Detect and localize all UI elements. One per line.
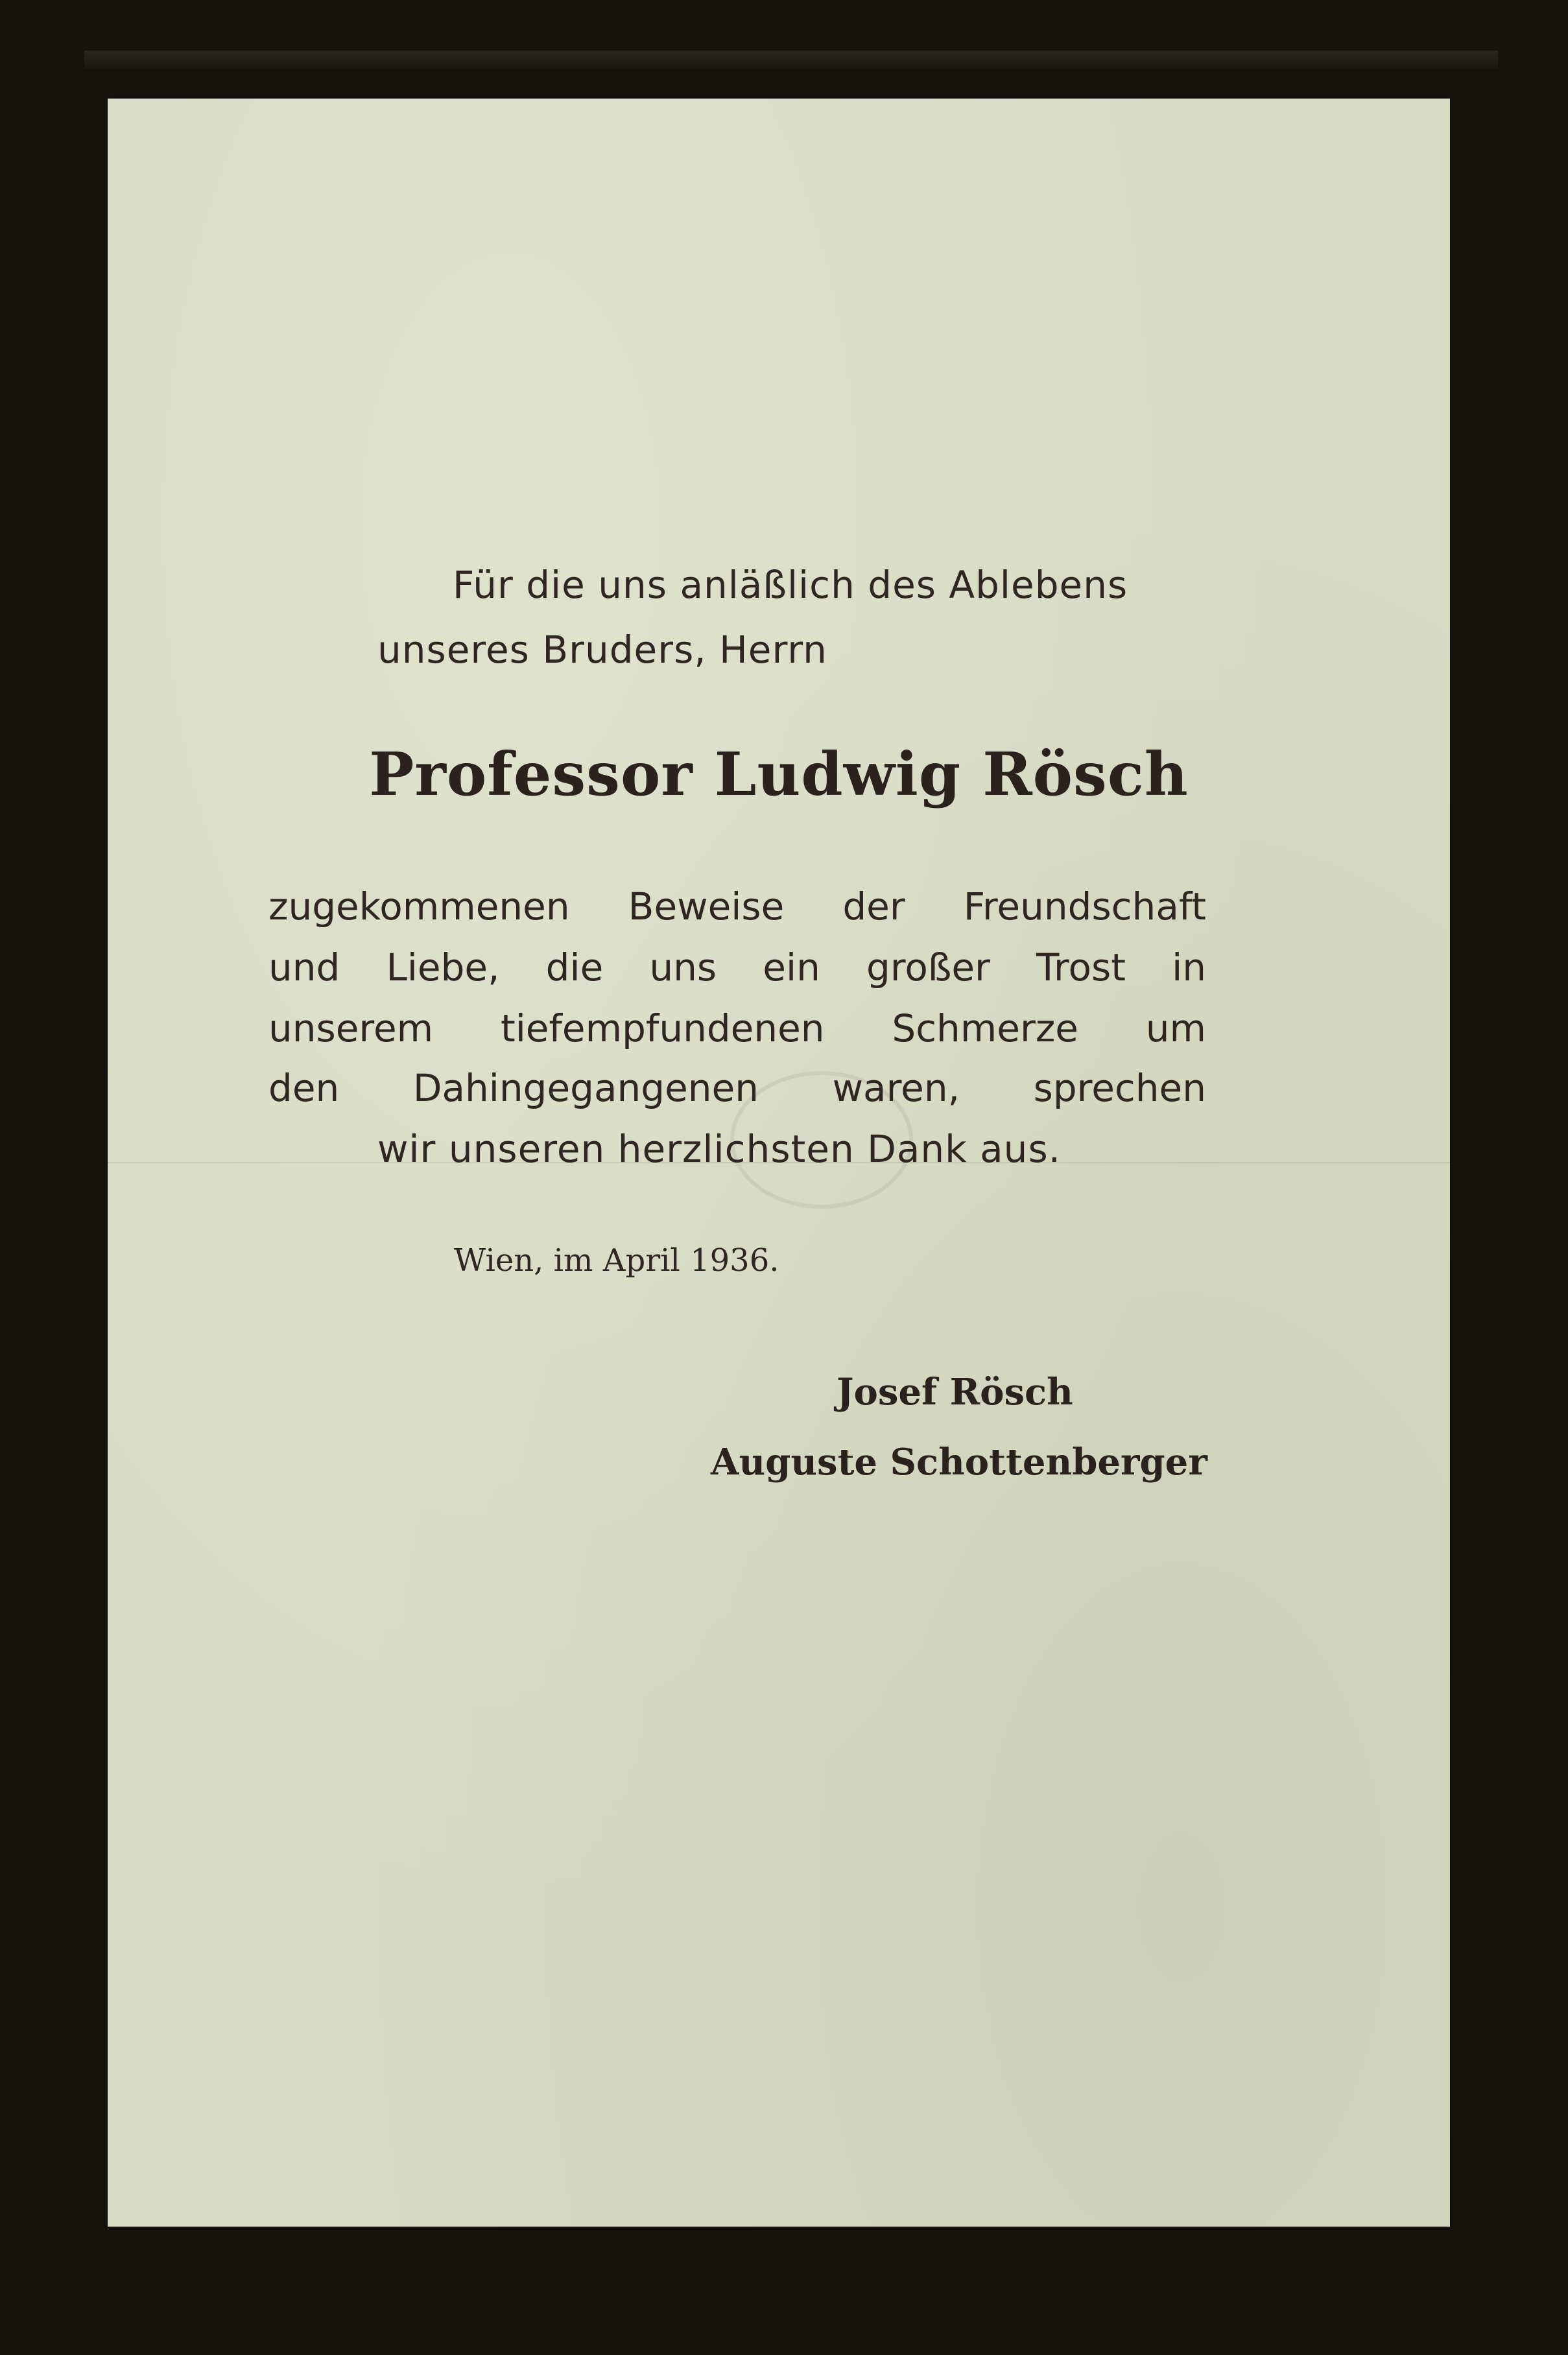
body-line-3 xyxy=(268,1006,1206,1050)
body-word: unserem xyxy=(268,1006,434,1050)
body-word: Freundschaft xyxy=(963,884,1206,929)
top-edge-strip xyxy=(84,51,1498,69)
intro-line-2: unseres Bruders, Herrn xyxy=(377,628,827,672)
body-word: zugekommenen xyxy=(268,884,570,929)
deceased-name: Professor Ludwig Rösch xyxy=(369,739,1189,809)
body-word: Schmerze xyxy=(892,1006,1078,1050)
intro-line-1: Für die uns anläßlich des Ablebens xyxy=(453,563,1128,607)
body-word: den xyxy=(268,1066,340,1110)
closing-line: wir unseren herzlichsten Dank aus. xyxy=(377,1127,1062,1171)
body-word: Trost xyxy=(1036,945,1126,989)
body-word: in xyxy=(1172,945,1206,989)
body-word: die xyxy=(545,945,604,989)
date-line: Wien, im April 1936. xyxy=(454,1242,779,1279)
body-word: Liebe, xyxy=(386,945,500,989)
body-word: der xyxy=(842,884,905,929)
body-word: ein xyxy=(763,945,820,989)
body-line-2 xyxy=(268,945,1206,989)
body-word: sprechen xyxy=(1033,1066,1206,1110)
body-word: großer xyxy=(866,945,990,989)
body-word: uns xyxy=(649,945,717,989)
body-word: um xyxy=(1145,1006,1206,1050)
body-line-1 xyxy=(268,884,1206,929)
signatory-2: Auguste Schottenberger xyxy=(711,1441,1207,1484)
body-word: Beweise xyxy=(628,884,785,929)
signatory-1: Josef Rösch xyxy=(837,1371,1073,1414)
body-word: und xyxy=(268,945,340,989)
body-word: waren, xyxy=(832,1066,960,1110)
body-word: tiefempfundenen xyxy=(500,1006,825,1050)
body-line-4 xyxy=(268,1066,1206,1110)
body-word: Dahingegangenen xyxy=(412,1066,759,1110)
